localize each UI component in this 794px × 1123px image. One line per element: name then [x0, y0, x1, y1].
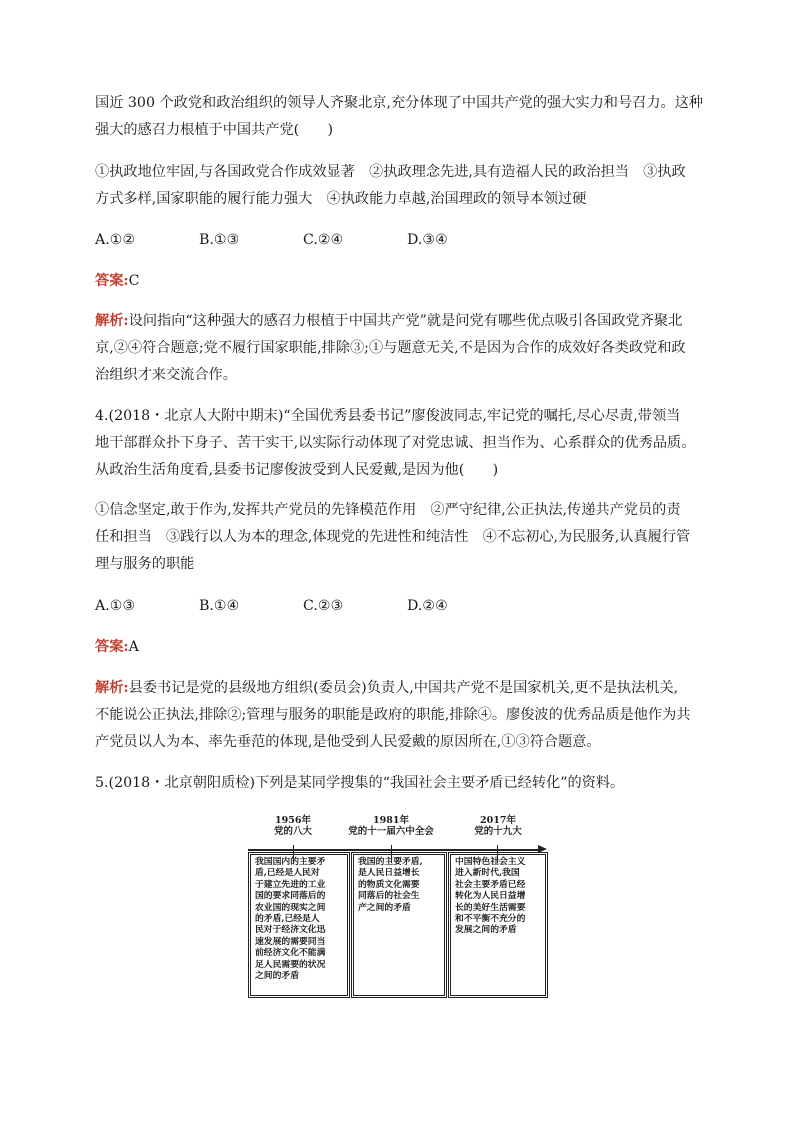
q4-stem-line: 4.(2018・北京人大附中期末)“全国优秀县委书记”廖俊波同志,牢记党的嘱托,尽心尽责,带领当 [95, 408, 681, 424]
q3-choice-a: A.①② [95, 232, 136, 248]
q3-options [95, 159, 695, 213]
q4-choice-d: D.②④ [407, 598, 448, 614]
q4-stem-line: 从政治生活角度看,县委书记廖俊波受到人民爱戴,是因为他( ) [95, 462, 499, 478]
q3-choice-d: D.③④ [407, 232, 448, 248]
q4-choice-a: A.①③ [95, 598, 136, 614]
timeline-box-2: 我国的主要矛盾, 是人民日益增长 的物质文化需要 同落后的社会生 产之间的矛盾 [351, 852, 447, 998]
analysis-line: 设问指向“这种强大的感召力根植于中国共产党”就是问党有哪些优点吸引各国政党齐聚北 [128, 313, 683, 329]
q3-stem [95, 90, 704, 144]
q4-analysis [95, 675, 695, 756]
analysis-line: 治组织才来交流合作。 [95, 367, 237, 383]
q4-options [95, 497, 695, 578]
q5-stem [95, 770, 695, 797]
q4-stem [95, 403, 695, 484]
timeline-box-3: 中国特色社会主义 进入新时代,我国 社会主要矛盾已经 转化为人民日益增 长的美好生活需要 和不平衡不充分的 发展之间的矛盾 [448, 852, 548, 998]
timeline-diagram [248, 812, 548, 1002]
timeline-year-2: 1981年 党的十一届六中全会 [348, 815, 434, 837]
q4-choice-b: B.①④ [199, 598, 240, 614]
q3-choice-c: C.②④ [303, 232, 344, 248]
q3-choice-b: B.①③ [199, 232, 240, 248]
analysis-label: 解析: [95, 313, 129, 329]
analysis-line: 产党员以人为本、率先垂范的体现,是他受到人民爱戴的原因所在,①③符合题意。 [95, 734, 601, 750]
timeline-year-3: 2017年 党的十九大 [474, 815, 522, 837]
q3-analysis [95, 308, 695, 389]
q3-choices [95, 227, 695, 254]
q3-stem-line: 强大的感召力根植于中国共产党( ) [95, 122, 334, 138]
q4-option-line: 理与服务的职能 [95, 556, 195, 572]
q3-option-line: 方式多样,国家职能的履行能力强大 ④执政能力卓越,治国理政的领导本领过硬 [95, 191, 587, 207]
q3-option-line: ①执政地位牢固,与各国政党合作成效显著 ②执政理念先进,具有造福人民的政治担当 ③执政 [95, 164, 686, 180]
answer-label: 答案: [95, 273, 129, 289]
analysis-label: 解析: [95, 680, 129, 696]
analysis-line: 不能说公正执法,排除②;管理与服务的职能是政府的职能,排除④。廖俊波的优秀品质是他作为共 [95, 707, 691, 723]
q3-stem-line: 国近 300 个政党和政治组织的领导人齐聚北京,充分体现了中国共产党的强大实力和号召力。这种 [95, 95, 704, 111]
q3-answer [95, 268, 695, 295]
q4-option-line: 任和担当 ③践行以人为本的理念,体现党的先进性和纯洁性 ④不忘初心,为民服务,认真履行管 [95, 529, 691, 545]
q4-option-line: ①信念坚定,敢于作为,发挥共产党员的先锋模范作用 ②严守纪律,公正执法,传递共产党员的责 [95, 502, 681, 518]
q4-answer [95, 634, 695, 661]
answer-label: 答案: [95, 639, 129, 655]
answer-value: C [128, 273, 140, 289]
timeline-year-1: 1956年 党的八大 [273, 815, 312, 837]
q4-choice-c: C.②③ [303, 598, 344, 614]
answer-value: A [128, 639, 139, 655]
timeline-box-1: 我国国内的主要矛 盾,已经是人民对 于建立先进的工业 国的要求同落后的 农业国的现实之间 的矛盾,已经是人 民对于经济文化迅 速发展的需要同当 前经济文化不能满 足人民需要的状况 之间的矛盾 [248, 852, 350, 998]
q4-choices [95, 593, 695, 620]
analysis-line: 京,②④符合题意;党不履行国家职能,排除③;①与题意无关,不是因为合作的成效好各类政党和政 [95, 340, 686, 356]
q5-stem-line: 5.(2018・北京朝阳质检)下列是某同学搜集的“我国社会主要矛盾已经转化”的资料。 [95, 775, 625, 791]
q4-stem-line: 地干部群众扑下身子、苦干实干,以实际行动体现了对党忠诚、担当作为、心系群众的优秀品质。 [95, 435, 696, 451]
analysis-line: 县委书记是党的县级地方组织(委员会)负责人,中国共产党不是国家机关,更不是执法机关, [128, 680, 679, 696]
